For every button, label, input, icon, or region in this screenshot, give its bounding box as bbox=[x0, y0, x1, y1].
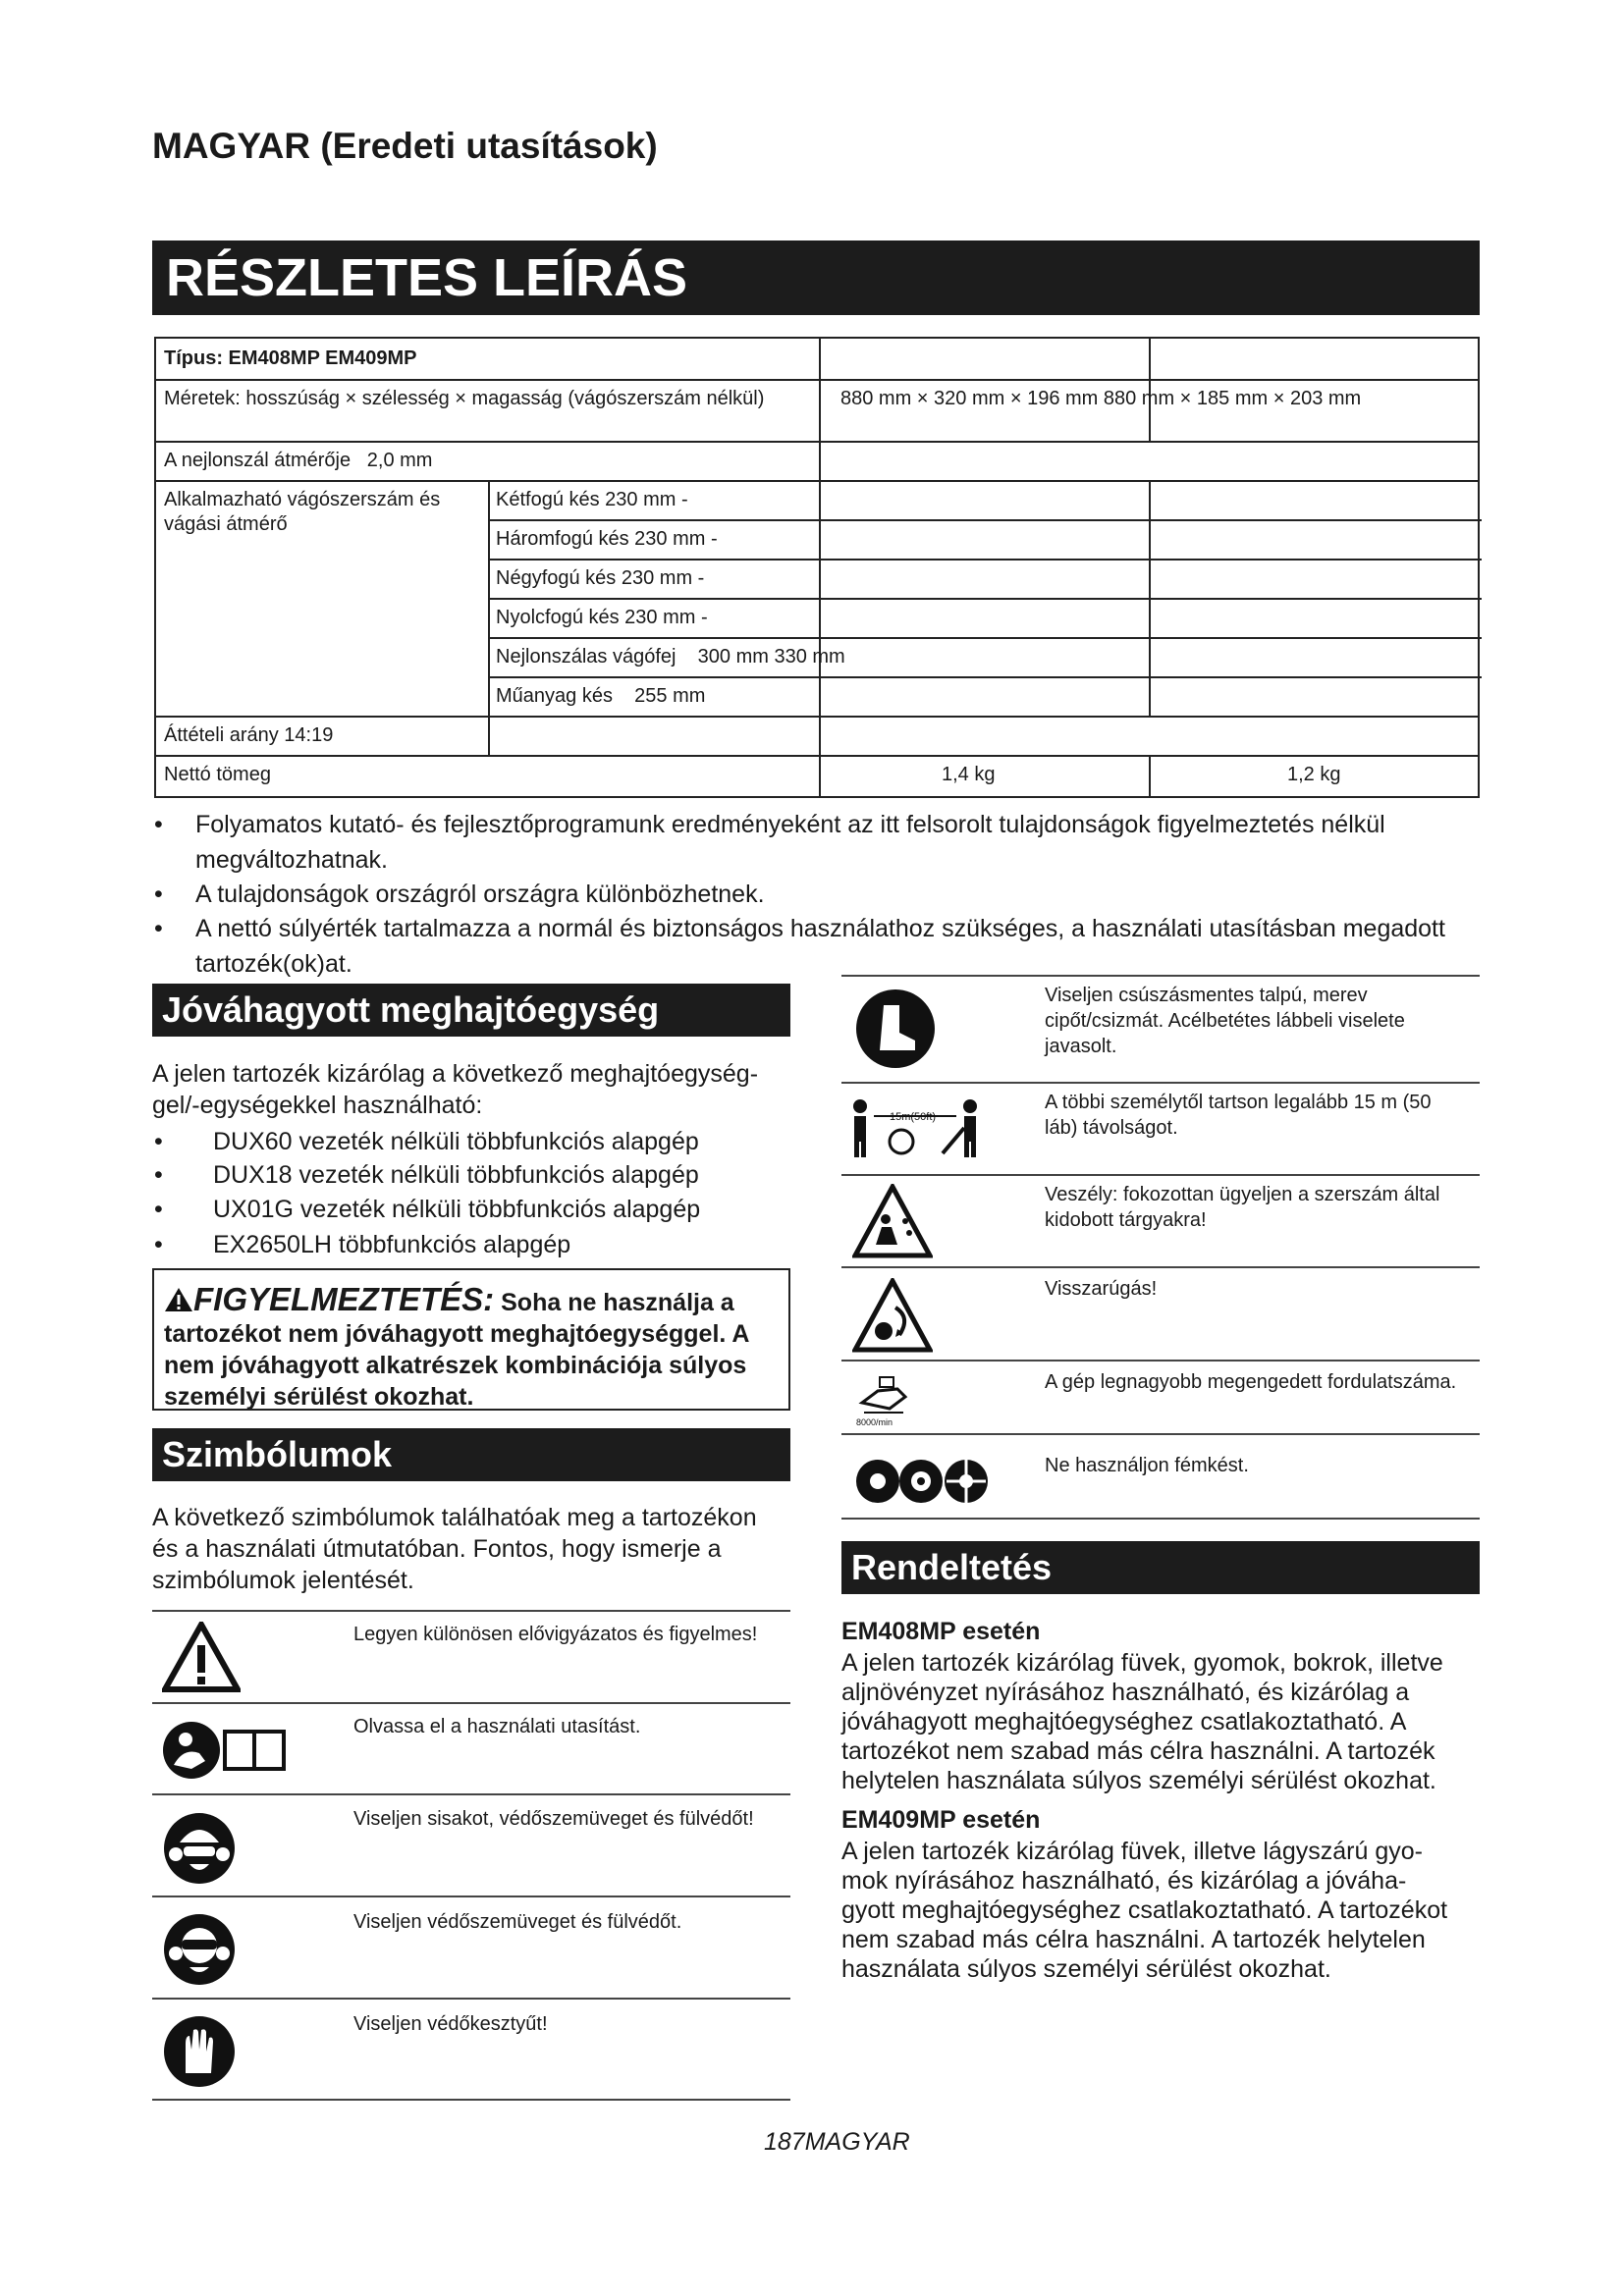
symbol-description: A többi személytől tartson legalább 15 m (50 láb) távolságot. bbox=[1045, 1092, 1432, 1139]
note-item: • Folyamatos kutató- és fejlesztőprogramunk eredményeként az itt felsorolt tulajdonságok figyelmeztetés nélkül megváltozhatnak. bbox=[154, 807, 1489, 878]
net-weight-em409: 1,2 kg bbox=[1287, 764, 1341, 785]
warning-label: FIGYELMEZTETÉS: bbox=[193, 1281, 495, 1317]
table-col-divider bbox=[819, 339, 821, 796]
warning-text: Soha ne használja a bbox=[501, 1289, 734, 1316]
max-speed-icon bbox=[854, 1369, 913, 1428]
symbol-row-divider bbox=[152, 2099, 790, 2101]
em409-line: használata súlyos személyi sérülést okozhat. bbox=[841, 1955, 1331, 1983]
dimensions-value: 880 mm × 320 mm × 196 mm 880 mm × 185 mm × 203 mm bbox=[840, 388, 1362, 409]
symbol-row-divider bbox=[841, 1360, 1480, 1362]
symbol-row-divider bbox=[841, 1082, 1480, 1084]
em409-title: EM409MP esetén bbox=[841, 1806, 1041, 1834]
em409-line: gyott meghajtóegységhez csatlakoztatható. A tartozékot bbox=[841, 1896, 1448, 1924]
bullet: • bbox=[154, 1161, 163, 1189]
section-title-approved-unit: Jóváhagyott meghajtóegység bbox=[152, 984, 790, 1037]
em409-line: A jelen tartozék kizárólag füvek, illetve lágyszárú gyo- bbox=[841, 1838, 1423, 1865]
table-row-divider bbox=[156, 716, 1478, 718]
symbol-row-divider bbox=[152, 1702, 790, 1704]
bullet: • bbox=[154, 915, 163, 942]
symbols-intro: és a használati útmutatóban. Fontos, hogy ismerje a bbox=[152, 1535, 722, 1563]
helmet-goggles-earmuff-icon bbox=[162, 1811, 237, 1886]
note-item: • A nettó súlyérték tartalmazza a normál és biztonságos használathoz szükséges, a használati utasításban megadott tartozék(ok)at. bbox=[154, 911, 1489, 982]
symbol-row-divider bbox=[841, 1518, 1480, 1520]
approved-intro: gel/-egységekkel használható: bbox=[152, 1092, 483, 1119]
tool-item: Nejlonszálas vágófej 300 mm 330 mm bbox=[496, 646, 845, 667]
symbol-description: Olvassa el a használati utasítást. bbox=[353, 1716, 641, 1737]
table-col-divider bbox=[1149, 480, 1151, 716]
cutting-tool-label: Alkalmazható vágószerszám és vágási átmérő bbox=[164, 489, 441, 535]
symbols-intro: A következő szimbólumok találhatóak meg a tartozékon bbox=[152, 1504, 757, 1531]
symbol-description: A gép legnagyobb megengedett fordulatszáma. bbox=[1045, 1371, 1457, 1393]
symbol-description: Legyen különösen elővigyázatos és figyelmes! bbox=[353, 1624, 758, 1645]
nylon-diameter-label: A nejlonszál átmérője 2,0 mm bbox=[164, 450, 433, 471]
em409-line: nem szabad más célra használni. A tartozék helytelen bbox=[841, 1926, 1426, 1953]
em408-line: tartozékot nem szabad más célra használni. A tartozék bbox=[841, 1737, 1435, 1765]
section-title-symbols: Szimbólumok bbox=[152, 1428, 790, 1481]
bullet: • bbox=[154, 881, 163, 908]
table-row-divider bbox=[156, 755, 1478, 757]
approved-unit-item: • EX2650LH többfunkciós alapgép bbox=[154, 1227, 783, 1262]
em408-line: A jelen tartozék kizárólag füvek, gyomok, bokrok, illetve bbox=[841, 1649, 1443, 1677]
table-row-divider bbox=[488, 598, 1482, 600]
tool-item: Műanyag kés 255 mm bbox=[496, 685, 706, 707]
section-title-intended-use: Rendeltetés bbox=[841, 1541, 1480, 1594]
language-title: MAGYAR (Eredeti utasítások) bbox=[152, 126, 658, 166]
approved-unit-item: • UX01G vezeték nélküli többfunkciós alapgép bbox=[154, 1192, 783, 1227]
symbol-row-divider bbox=[841, 1174, 1480, 1176]
tool-item: Négyfogú kés 230 mm - bbox=[496, 567, 705, 589]
symbol-description: Veszély: fokozottan ügyeljen a szerszám által kidobott tárgyakra! bbox=[1045, 1184, 1440, 1231]
page-footer: 187MAGYAR bbox=[764, 2128, 910, 2156]
thrown-objects-icon bbox=[852, 1184, 933, 1258]
em408-line: aljnövényzet nyírásához használható, és kizárólag a bbox=[841, 1679, 1410, 1706]
symbol-row-divider bbox=[152, 1610, 790, 1612]
gear-ratio-label: Áttételi arány 14:19 bbox=[164, 724, 334, 746]
symbols-intro: szimbólumok jelentését. bbox=[152, 1567, 414, 1594]
type-label: Típus: EM408MP EM409MP bbox=[164, 347, 417, 369]
bullet: • bbox=[154, 1128, 163, 1155]
symbol-description: Ne használjon fémkést. bbox=[1045, 1455, 1249, 1476]
table-row-divider bbox=[156, 441, 1478, 443]
spec-table bbox=[154, 337, 1480, 798]
table-row-divider bbox=[156, 480, 1478, 482]
symbol-description: Viseljen csúszásmentes talpú, merev cipőt/csizmát. Acélbetétes lábbeli viselete javasolt. bbox=[1045, 985, 1405, 1057]
approved-unit-item: • DUX60 vezeték nélküli többfunkciós alapgép bbox=[154, 1124, 783, 1159]
read-manual-icon bbox=[162, 1718, 290, 1783]
symbol-row-divider bbox=[841, 1433, 1480, 1435]
warning-triangle-icon bbox=[162, 1622, 241, 1692]
distance-label: 15m(50ft) bbox=[890, 1111, 937, 1123]
symbol-description: Viseljen védőkesztyűt! bbox=[353, 2013, 548, 2035]
symbol-row-divider bbox=[152, 1793, 790, 1795]
symbol-row-divider bbox=[841, 975, 1480, 977]
section-title-specifications: RÉSZLETES LEÍRÁS bbox=[152, 240, 1480, 315]
table-row-divider bbox=[488, 519, 1482, 521]
table-row-divider bbox=[488, 676, 1482, 678]
kickback-icon bbox=[852, 1278, 933, 1353]
symbol-description: Viseljen sisakot, védőszemüveget és fülvédőt! bbox=[353, 1808, 754, 1830]
symbol-description: Viseljen védőszemüveget és fülvédőt. bbox=[353, 1911, 682, 1933]
warning-triangle-icon bbox=[164, 1287, 193, 1312]
bullet: • bbox=[154, 811, 163, 838]
approved-intro: A jelen tartozék kizárólag a következő meghajtóegység- bbox=[152, 1060, 759, 1088]
max-speed-label: 8000/min bbox=[856, 1417, 893, 1427]
bullet: • bbox=[154, 1196, 163, 1223]
goggles-earmuff-icon bbox=[162, 1912, 237, 1987]
net-weight-label: Nettó tömeg bbox=[164, 764, 271, 785]
em409-line: mok nyírásához használható, és kizárólag a jóváha- bbox=[841, 1867, 1407, 1895]
symbol-description: Visszarúgás! bbox=[1045, 1278, 1158, 1300]
note-item: • A tulajdonságok országról országra különbözhetnek. bbox=[154, 877, 1489, 912]
bullet: • bbox=[154, 1231, 163, 1258]
em408-title: EM408MP esetén bbox=[841, 1618, 1041, 1645]
no-metal-blade-icon bbox=[854, 1453, 992, 1510]
tool-item: Háromfogú kés 230 mm - bbox=[496, 528, 718, 550]
table-col-divider bbox=[488, 480, 490, 755]
warning-text: nem jóváhagyott alkatrészek kombinációja súlyos bbox=[164, 1352, 747, 1379]
em408-line: helytelen használata súlyos személyi sérülést okozhat. bbox=[841, 1767, 1436, 1794]
warning-box bbox=[152, 1268, 790, 1411]
tool-item: Nyolcfogú kés 230 mm - bbox=[496, 607, 708, 628]
distance-15m-icon bbox=[846, 1093, 994, 1161]
table-row-divider bbox=[488, 559, 1482, 561]
em408-line: jóváhagyott meghajtóegységhez csatlakoztatható. A bbox=[841, 1708, 1407, 1735]
gloves-icon bbox=[162, 2014, 237, 2089]
symbol-row-divider bbox=[152, 1998, 790, 2000]
table-row-divider bbox=[156, 379, 1478, 381]
tool-item: Kétfogú kés 230 mm - bbox=[496, 489, 688, 510]
warning-text: személyi sérülést okozhat. bbox=[164, 1383, 474, 1411]
warning-text: tartozékot nem jóváhagyott meghajtóegységgel. A bbox=[164, 1320, 750, 1348]
table-row-divider bbox=[488, 637, 1482, 639]
approved-unit-item: • DUX18 vezeték nélküli többfunkciós alapgép bbox=[154, 1157, 783, 1193]
net-weight-em408: 1,4 kg bbox=[942, 764, 996, 785]
symbol-row-divider bbox=[841, 1266, 1480, 1268]
dimensions-label: Méretek: hosszúság × szélesség × magasság (vágószerszám nélkül) bbox=[164, 388, 765, 409]
table-col-divider bbox=[1149, 755, 1151, 796]
safety-boots-icon bbox=[854, 988, 937, 1070]
symbol-row-divider bbox=[152, 1896, 790, 1897]
